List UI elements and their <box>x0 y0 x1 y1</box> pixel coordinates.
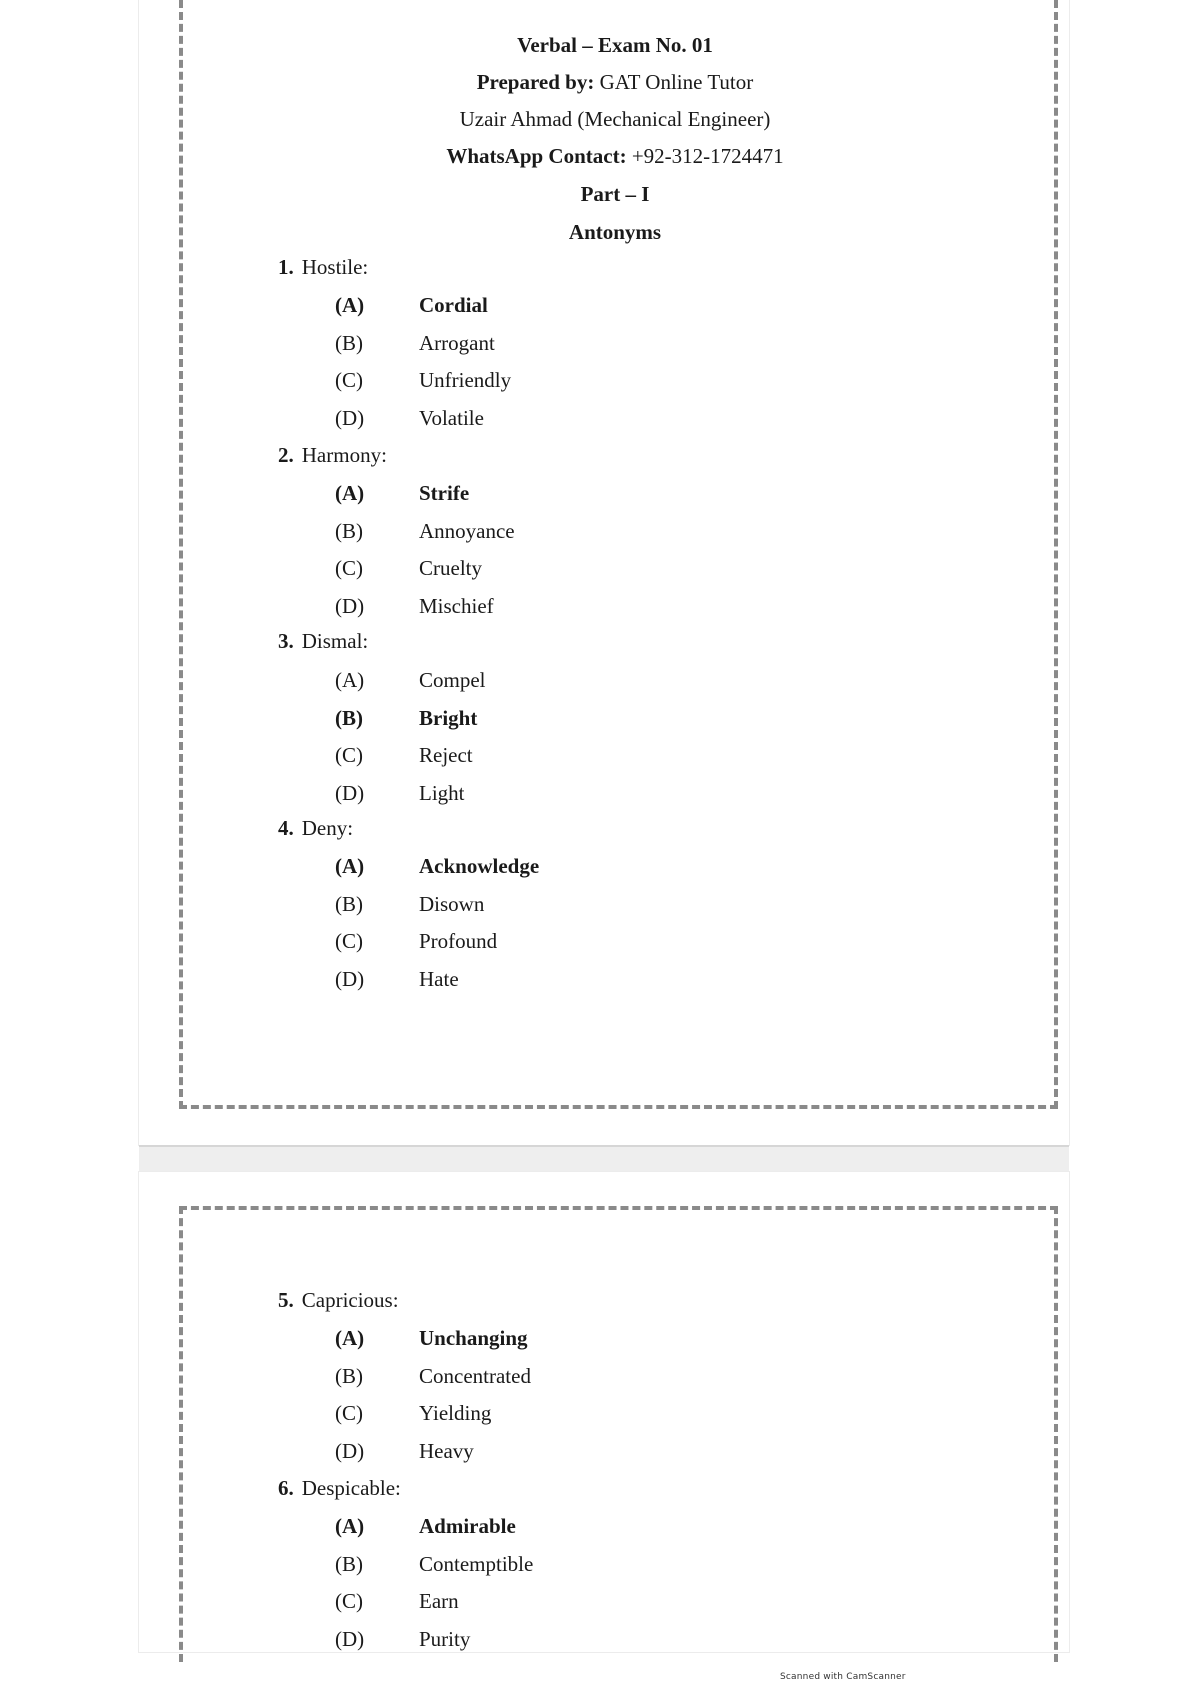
option-letter: (A) <box>335 668 365 692</box>
option-letter: (D) <box>335 966 365 991</box>
option-text: Cruelty <box>419 556 482 580</box>
question-6 <box>278 1474 401 1502</box>
correct-answer-text: Admirable <box>419 1514 516 1538</box>
page-separator <box>139 1145 1069 1174</box>
option-text: Compel <box>419 668 486 692</box>
option-text: Unfriendly <box>419 368 512 392</box>
part-heading <box>0 180 1200 208</box>
option-letter: (B) <box>335 891 363 916</box>
option-letter: (C) <box>335 743 363 767</box>
question-5 <box>278 1286 399 1314</box>
option-letter: (B) <box>335 1363 363 1388</box>
prepared-by-value: GAT Online Tutor <box>594 70 754 94</box>
question-2 <box>278 441 387 469</box>
correct-answer-text: Strife <box>419 481 470 505</box>
question-word: Harmony: <box>301 443 387 467</box>
whatsapp-number: +92-312-1724471 <box>626 144 784 168</box>
question-word: Hostile: <box>301 255 369 279</box>
option-text: Annoyance <box>419 518 515 543</box>
part-heading-text: Part – I <box>580 182 650 206</box>
option-letter: (A) <box>335 481 365 505</box>
question-number: 6. <box>278 1476 294 1500</box>
option-letter: (B) <box>335 705 363 730</box>
option-text: Contemptible <box>419 1551 534 1576</box>
option-text: Reject <box>419 743 473 767</box>
prepared-by-line <box>0 68 1200 96</box>
question-number: 2. <box>278 443 294 467</box>
prepared-by-label: Prepared by: <box>476 70 595 94</box>
option-text: Light <box>419 780 465 805</box>
page-2-border <box>179 1206 1058 1662</box>
option-letter: (D) <box>335 593 365 618</box>
question-word: Capricious: <box>301 1288 399 1312</box>
correct-answer-text: Bright <box>419 705 478 730</box>
option-text: Earn <box>419 1589 459 1613</box>
option-text: Mischief <box>419 593 494 618</box>
question-number: 5. <box>278 1288 294 1312</box>
option-letter: (D) <box>335 1626 365 1651</box>
option-text: Volatile <box>419 405 484 430</box>
question-word: Despicable: <box>301 1476 401 1500</box>
whatsapp-line <box>0 142 1200 170</box>
exam-title <box>0 31 1200 59</box>
option-text: Yielding <box>419 1401 492 1425</box>
correct-answer-text: Unchanging <box>419 1326 528 1350</box>
scanner-watermark: Scanned with CamScanner <box>780 1672 906 1682</box>
author-line: Uzair Ahmad (Mechanical Engineer) <box>459 107 771 131</box>
question-3 <box>278 627 368 655</box>
option-text: Concentrated <box>419 1363 531 1388</box>
section-heading <box>0 218 1200 246</box>
question-word: Dismal: <box>301 629 369 653</box>
question-word: Deny: <box>301 816 354 840</box>
section-heading-text: Antonyms <box>568 220 662 244</box>
question-number: 1. <box>278 255 294 279</box>
option-text: Disown <box>419 891 485 916</box>
question-1 <box>278 253 368 281</box>
option-letter: (B) <box>335 330 363 355</box>
option-letter: (A) <box>335 293 365 317</box>
option-letter: (A) <box>335 1514 365 1538</box>
option-text: Purity <box>419 1626 471 1651</box>
option-letter: (C) <box>335 1401 363 1425</box>
option-letter: (D) <box>335 1438 365 1463</box>
option-letter: (C) <box>335 929 363 953</box>
exam-title-text: Verbal – Exam No. 01 <box>517 33 713 57</box>
correct-answer-text: Cordial <box>419 293 488 317</box>
option-text: Hate <box>419 966 459 991</box>
option-text: Arrogant <box>419 330 495 355</box>
option-letter: (A) <box>335 1326 365 1350</box>
question-4 <box>278 814 353 842</box>
option-letter: (B) <box>335 1551 363 1576</box>
option-letter: (C) <box>335 1589 363 1613</box>
option-letter: (C) <box>335 556 363 580</box>
option-text: Profound <box>419 929 498 953</box>
option-letter: (D) <box>335 780 365 805</box>
correct-answer-text: Acknowledge <box>419 854 540 878</box>
option-letter: (D) <box>335 405 365 430</box>
question-number: 3. <box>278 629 294 653</box>
question-number: 4. <box>278 816 294 840</box>
option-letter: (B) <box>335 518 363 543</box>
option-letter: (A) <box>335 854 365 878</box>
whatsapp-label: WhatsApp Contact: <box>446 144 627 168</box>
option-text: Heavy <box>419 1438 474 1463</box>
option-letter: (C) <box>335 368 363 392</box>
